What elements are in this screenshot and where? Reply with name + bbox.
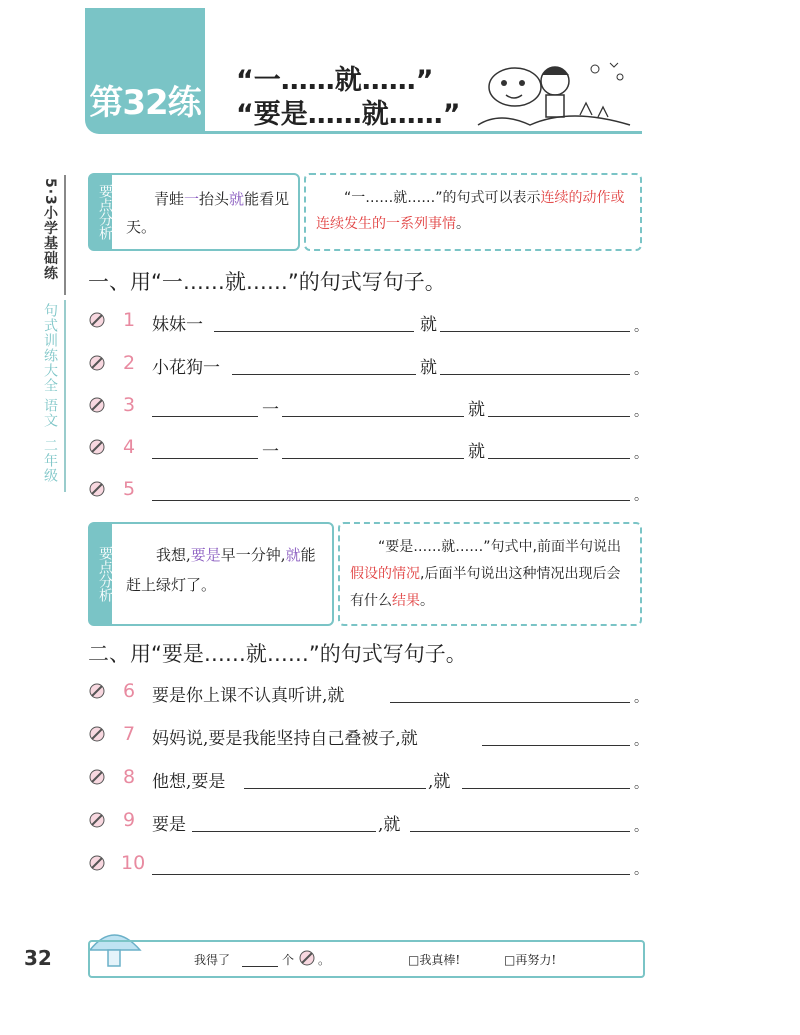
pencil-icon (88, 682, 106, 700)
pencil-icon (88, 725, 106, 743)
item-number: 3 (123, 394, 136, 416)
row-start-text: 他想,要是 (152, 772, 226, 792)
answer-blank[interactable] (214, 331, 414, 332)
end-mark: 。 (634, 819, 648, 835)
end-mark: 。 (634, 690, 648, 706)
score-prefix: 我得了 (194, 953, 231, 967)
pencil-icon (88, 854, 106, 872)
grade-label: 二年级 (42, 438, 58, 483)
item-number: 8 (123, 766, 136, 788)
children-illustration (470, 55, 645, 133)
answer-blank[interactable] (410, 831, 630, 832)
item-number: 9 (123, 809, 136, 831)
item-number: 1 (123, 309, 136, 331)
pencil-icon (298, 949, 316, 967)
row-start-text: 要是你上课不认真听讲,就 (152, 686, 345, 706)
answer-blank[interactable] (440, 374, 630, 375)
answer-blank[interactable] (482, 745, 630, 746)
pencil-icon (88, 311, 106, 329)
try-harder-checkbox[interactable]: □再努力! (504, 953, 557, 967)
end-mark: 。 (634, 862, 648, 878)
title-line-2: “要是……就……” (236, 99, 461, 130)
answer-blank[interactable] (282, 458, 464, 459)
row-mid-text: 一 (262, 442, 279, 462)
end-mark: 。 (634, 319, 648, 335)
pencil-icon (88, 396, 106, 414)
item-number: 7 (123, 723, 136, 745)
answer-blank[interactable] (192, 831, 376, 832)
row-mid-text: 就 (468, 442, 485, 462)
item-number: 6 (123, 680, 136, 702)
tip-explain-box (304, 173, 642, 251)
item-number: 10 (121, 852, 146, 874)
score-end: 。 (318, 953, 331, 967)
score-box (88, 940, 645, 978)
pencil-icon (88, 768, 106, 786)
end-mark: 。 (634, 362, 648, 378)
series-label: 5·3小学基础练 (42, 178, 58, 281)
row-start-text: 要是 (152, 815, 186, 835)
item-number: 5 (123, 478, 136, 500)
answer-blank[interactable] (488, 458, 630, 459)
row-start-text: 小花狗一 (152, 358, 220, 378)
row-mid-text: 就 (420, 315, 437, 335)
item-number: 2 (123, 352, 136, 374)
score-blank[interactable] (242, 966, 278, 967)
pencil-icon (88, 438, 106, 456)
answer-blank[interactable] (244, 788, 426, 789)
end-mark: 。 (634, 776, 648, 792)
score-suffix: 个 (282, 953, 295, 967)
side-rule-2 (64, 300, 66, 492)
title-line-1: “一……就……” (236, 65, 434, 96)
answer-blank[interactable] (152, 458, 258, 459)
answer-blank[interactable] (152, 874, 630, 875)
row-mid-text: 就 (468, 400, 485, 420)
tip-example-text: 青蛙一抬头就能看见天。 (126, 190, 290, 236)
answer-blank[interactable] (390, 702, 630, 703)
page-number: 32 (24, 946, 52, 970)
answer-blank[interactable] (152, 416, 258, 417)
answer-blank[interactable] (152, 500, 630, 501)
end-mark: 。 (634, 446, 648, 462)
item-number: 4 (123, 436, 136, 458)
end-mark: 。 (634, 404, 648, 420)
tip-example-text: 我想,要是早一分钟,就能赶上绿灯了。 (126, 546, 316, 594)
row-start-text: 妹妹一 (152, 315, 203, 335)
lesson-label: 第32练 (89, 83, 201, 123)
row-start-text: 妈妈说,要是我能坚持自己叠被子,就 (152, 729, 418, 749)
tip-explain-box (338, 522, 642, 626)
side-rule (64, 175, 66, 295)
tip-explain-text: “要是……就……”句式中,前面半句说出假设的情况,后面半句说出这种情况出现后会有什么结果。 (350, 539, 621, 609)
answer-blank[interactable] (488, 416, 630, 417)
great-checkbox[interactable]: □我真棒! (408, 953, 461, 967)
pencil-icon (88, 811, 106, 829)
answer-blank[interactable] (462, 788, 630, 789)
answer-blank[interactable] (440, 331, 630, 332)
pencil-icon (88, 354, 106, 372)
end-mark: 。 (634, 488, 648, 504)
pencil-icon (88, 480, 106, 498)
subject-label: 语文 (42, 398, 58, 428)
row-mid-text: ,就 (378, 815, 401, 835)
end-mark: 。 (634, 733, 648, 749)
tip-label: 要点分析 (90, 524, 112, 624)
section1-title: 一、用“一……就……”的句式写句子。 (88, 270, 446, 294)
tip-example-box (88, 522, 334, 626)
section2-title: 二、用“要是……就……”的句式写句子。 (88, 642, 467, 666)
book-label: 句式训练大全 (42, 303, 58, 393)
tip-label: 要点分析 (90, 175, 112, 249)
tip-explain-text: “一……就……”的句式可以表示连续的动作或连续发生的一系列事情。 (316, 190, 625, 232)
answer-blank[interactable] (282, 416, 464, 417)
row-mid-text: ,就 (428, 772, 451, 792)
lesson-tab (85, 8, 205, 134)
row-mid-text: 一 (262, 400, 279, 420)
row-mid-text: 就 (420, 358, 437, 378)
tip-example-box (88, 173, 300, 251)
answer-blank[interactable] (232, 374, 416, 375)
